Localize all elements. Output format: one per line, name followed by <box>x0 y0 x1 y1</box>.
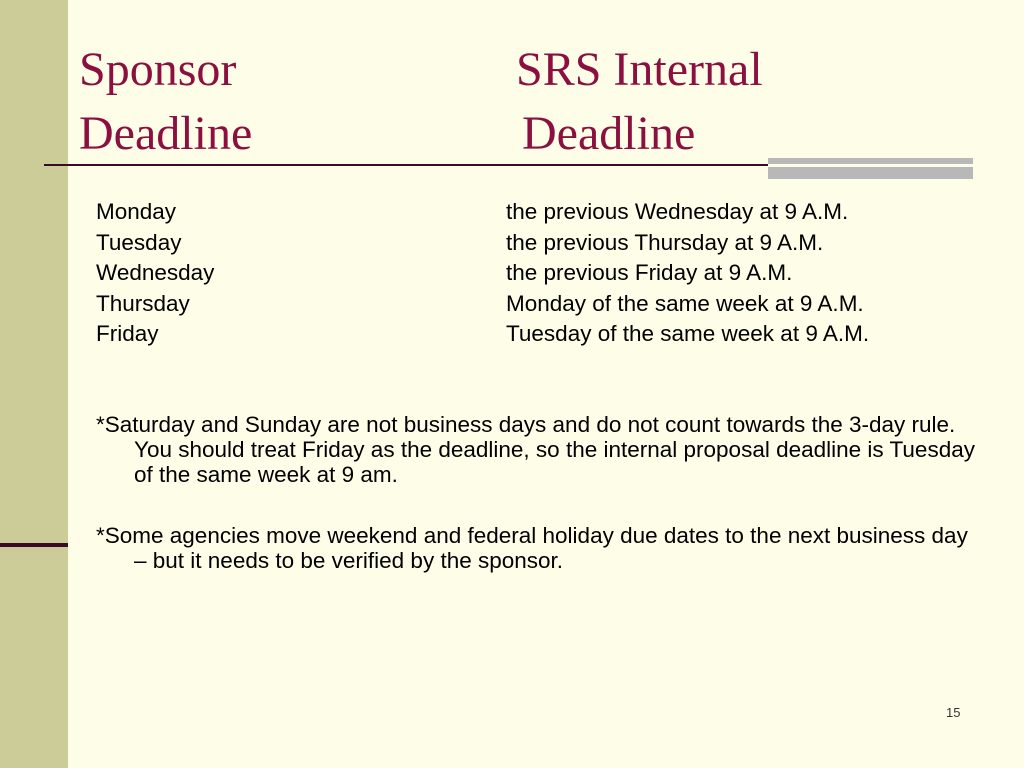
table-row <box>96 289 869 320</box>
page-number: 15 <box>946 705 961 720</box>
table-row <box>96 197 869 228</box>
title-divider-accent <box>768 158 973 179</box>
title-left-line2: Deadline <box>79 107 253 160</box>
sponsor-day: Friday <box>96 321 159 346</box>
title-srs-internal-deadline <box>516 38 763 166</box>
title-right-line2: Deadline <box>522 107 696 160</box>
sponsor-day: Wednesday <box>96 260 215 285</box>
internal-deadline: the previous Friday at 9 A.M. <box>506 260 793 285</box>
notes-section <box>96 412 976 609</box>
table-row <box>96 319 869 350</box>
internal-deadline: Tuesday of the same week at 9 A.M. <box>506 321 870 346</box>
table-row <box>96 228 869 259</box>
left-bar-accent-line <box>0 543 68 547</box>
left-sidebar-bar <box>0 0 68 768</box>
table-row <box>96 258 869 289</box>
sponsor-day: Tuesday <box>96 229 182 255</box>
title-sponsor-deadline <box>79 38 252 166</box>
note-agency-holidays: *Some agencies move weekend and federal holiday due dates to the next business day – but it needs to be verified by the sponsor. <box>96 523 968 573</box>
internal-deadline: Monday of the same week at 9 A.M. <box>506 290 864 316</box>
internal-deadline: the previous Wednesday at 9 A.M. <box>506 199 849 224</box>
title-left-line1: Sponsor <box>79 43 237 96</box>
sponsor-day: Thursday <box>96 290 190 316</box>
deadline-table <box>96 197 869 350</box>
internal-deadline: the previous Thursday at 9 A.M. <box>506 229 824 255</box>
note-weekend-rule: *Saturday and Sunday are not business days and do not count towards the 3-day rule. You should treat Friday as the deadline, so the internal proposal deadline is Tuesday of the same week at 9 am. <box>96 412 975 487</box>
sponsor-day: Monday <box>96 199 177 224</box>
title-right-line1: SRS Internal <box>516 43 763 96</box>
